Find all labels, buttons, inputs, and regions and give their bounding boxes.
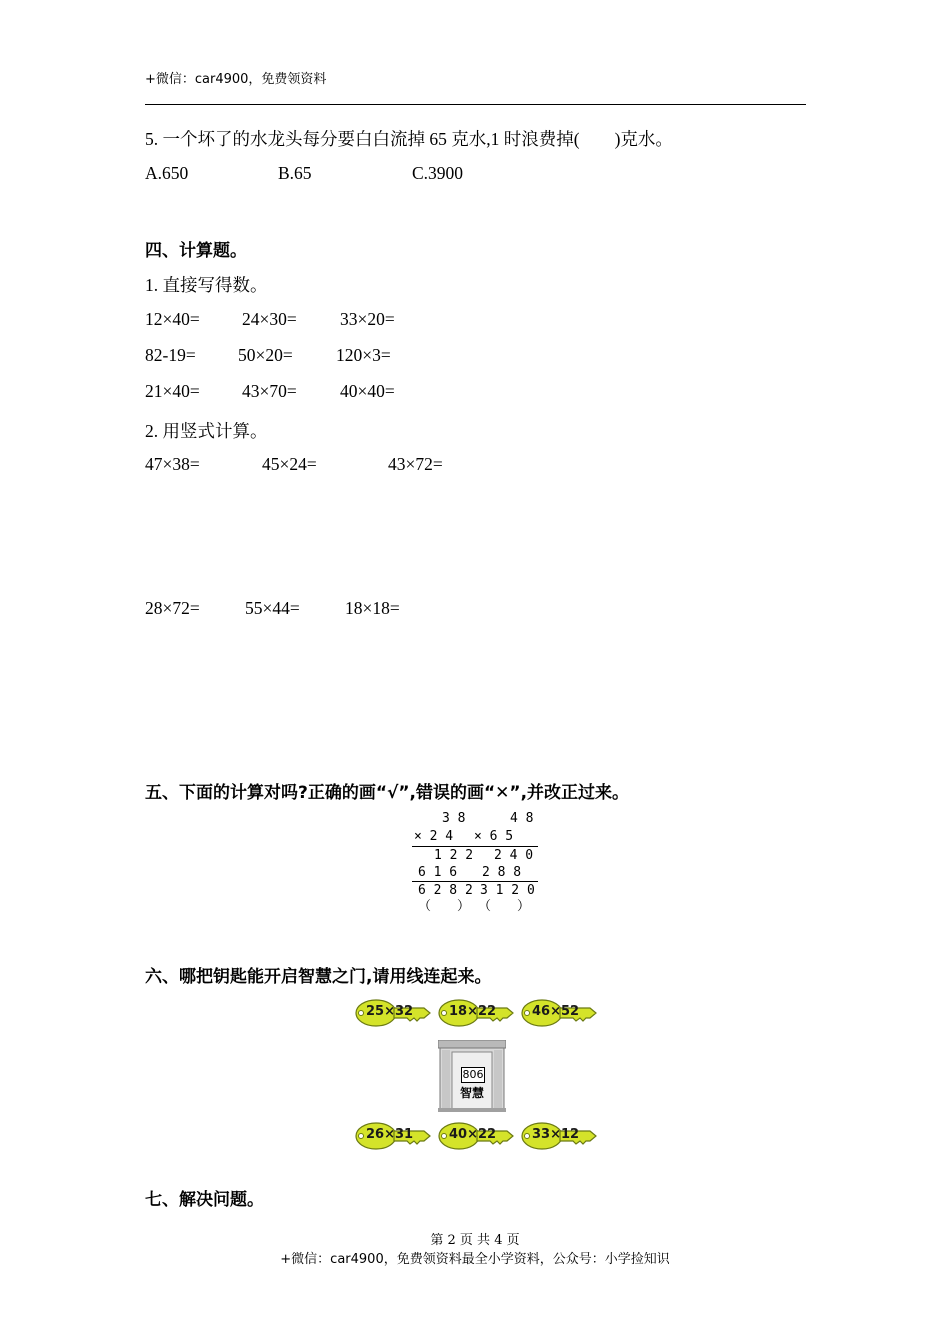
calc-item: 82-19= xyxy=(145,345,196,365)
key[interactable] xyxy=(354,998,432,1028)
right-answer-blank: （ ） xyxy=(478,899,531,914)
page-number: 第 2 页 共 4 页 xyxy=(430,1233,520,1248)
option-b: B.65 xyxy=(278,163,312,183)
option-a: A.650 xyxy=(145,163,189,183)
right-multiplier: × 6 5 xyxy=(474,829,514,844)
right-multiplicand: 4 8 xyxy=(510,811,534,826)
calc-item: 50×20= xyxy=(238,345,293,365)
section-4-title: 四、计算题。 xyxy=(145,241,247,261)
section-4-sub1: 1. 直接写得数。 xyxy=(145,275,268,295)
option-c: C.3900 xyxy=(412,163,464,183)
left-answer-blank: （ ） xyxy=(418,899,471,914)
calc-item: 24×30= xyxy=(242,309,297,329)
section-5-title: 五、下面的计算对吗?正确的画“√”,错误的画“✕”,并改正过来。 xyxy=(145,783,630,803)
key-label: 25×32 xyxy=(366,1004,414,1019)
header-rule xyxy=(145,104,806,105)
header-text: +微信：car4900，免费领资料 xyxy=(145,72,327,87)
key-label: 33×12 xyxy=(532,1127,580,1142)
right-result: 3 1 2 0 xyxy=(480,883,535,898)
left-result: 6 2 8 2 xyxy=(418,883,473,898)
calc-item: 12×40= xyxy=(145,309,200,329)
question-5-stem: 5. 一个坏了的水龙头每分要白白流掉 65 克水,1 时浪费掉( )克水。 xyxy=(145,129,673,149)
vertical-calc-item: 28×72= xyxy=(145,598,200,618)
left-multiplicand: 3 8 xyxy=(442,811,466,826)
door-number: 806 xyxy=(462,1068,484,1081)
key[interactable] xyxy=(437,998,515,1028)
left-partial-1: 1 2 2 xyxy=(434,848,474,863)
section-7-title: 七、解决问题。 xyxy=(145,1190,264,1210)
vertical-calc-item: 47×38= xyxy=(145,454,200,474)
calc-item: 43×70= xyxy=(242,381,297,401)
key-label: 26×31 xyxy=(366,1127,414,1142)
key[interactable] xyxy=(520,1121,598,1151)
calc-item: 40×40= xyxy=(340,381,395,401)
section-6-title: 六、哪把钥匙能开启智慧之门,请用线连起来。 xyxy=(145,967,492,987)
key[interactable] xyxy=(520,998,598,1028)
wisdom-door xyxy=(438,1040,506,1112)
right-partial-2: 2 8 8 xyxy=(482,865,522,880)
vertical-calc-item: 45×24= xyxy=(262,454,317,474)
vertical-calc-item: 55×44= xyxy=(245,598,300,618)
key[interactable] xyxy=(354,1121,432,1151)
key-label: 40×22 xyxy=(449,1127,497,1142)
vertical-calc-item: 18×18= xyxy=(345,598,400,618)
calc-item: 21×40= xyxy=(145,381,200,401)
calc-item: 120×3= xyxy=(336,345,391,365)
calc-item: 33×20= xyxy=(340,309,395,329)
left-multiplier: × 2 4 xyxy=(414,829,454,844)
section-4-sub2: 2. 用竖式计算。 xyxy=(145,421,268,441)
key[interactable] xyxy=(437,1121,515,1151)
door-label: 智慧 xyxy=(459,1086,484,1100)
vertical-calc-item: 43×72= xyxy=(388,454,443,474)
right-partial-1: 2 4 0 xyxy=(494,848,534,863)
key-label: 46×52 xyxy=(532,1004,580,1019)
footer-note: +微信：car4900，免费领资料最全小学资料，公众号：小学捡知识 xyxy=(280,1252,670,1267)
left-partial-2: 6 1 6 xyxy=(418,865,458,880)
key-label: 18×22 xyxy=(449,1004,497,1019)
